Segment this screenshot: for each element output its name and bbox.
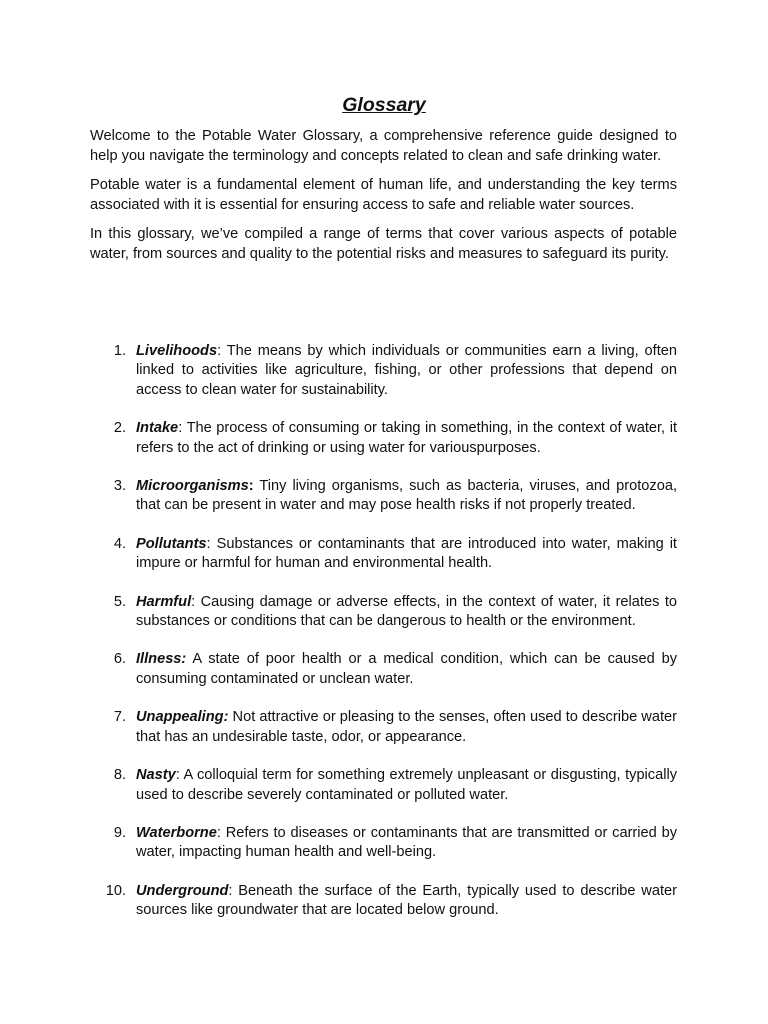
glossary-definition: Causing damage or adverse effects, in the context of water, it relates to substances or conditions that can be dangerous to health or the environment. (136, 593, 677, 630)
glossary-term: Unappealing: (136, 709, 229, 726)
glossary-definition: The process of consuming or taking in something, in the context of water, it refers to the act of drinking or using water for variouspurposes. (136, 420, 677, 456)
glossary-item (90, 650, 677, 689)
glossary-definition: Not attractive or pleasing to the senses, often used to describe water that has an undesirable taste, odor, or appearance. (136, 709, 677, 745)
glossary-definition: Refers to diseases or contaminants that are transmitted or carried by water, impacting human health and well-being. (136, 824, 677, 861)
glossary-term: Pollutants (136, 535, 207, 552)
glossary-item (90, 419, 677, 458)
glossary-definition: A state of poor health or a medical condition, which can be caused by consuming contaminated or unclean water. (136, 651, 677, 687)
glossary-definition: Substances or contaminants that are introduced into water, making it impure or harmful for human and environmental health. (136, 535, 677, 572)
page-title: Glossary (342, 94, 426, 116)
item-number: 6. (113, 651, 126, 668)
glossary-item (90, 766, 677, 805)
glossary-item (90, 593, 677, 632)
glossary-item (90, 708, 677, 747)
glossary-term: Underground (136, 882, 229, 899)
item-number: 7. (113, 709, 126, 726)
term-separator: : (217, 343, 222, 359)
term-separator: : (178, 420, 183, 437)
intro-section (90, 127, 677, 274)
term-separator: : (228, 882, 233, 899)
glossary-item (90, 342, 677, 400)
term-separator: : (216, 824, 221, 841)
intro-paragraph: Welcome to the Potable Water Glossary, a comprehensive reference guide designed to help you navigate the terminology and concepts related to clean and safe drinking water. (90, 128, 677, 164)
glossary-term: Microorganisms (136, 478, 249, 495)
item-number: 4. (113, 535, 126, 552)
glossary-definition: The means by which individuals or communities earn a living, often linked to activities like agriculture, fishing, or other professions that depend on access to clean water for sustainability. (136, 343, 677, 398)
item-number: 8. (113, 767, 126, 784)
glossary-term: Nasty (136, 767, 176, 784)
glossary-definition: A colloquial term for something extremely unpleasant or disgusting, typically used to describe severely contaminated or polluted water. (136, 767, 677, 803)
term-separator: : (248, 478, 254, 495)
item-number: 1. (113, 343, 126, 359)
glossary-term: Illness: (136, 651, 187, 668)
glossary-term: Harmful (136, 593, 192, 610)
item-number: 2. (113, 420, 126, 437)
item-number: 10. (105, 882, 126, 899)
glossary-term: Livelihoods (136, 343, 218, 359)
intro-paragraph: Potable water is a fundamental element of human life, and understanding the key terms associated with it is essential for ensuring access to safe and reliable water sources. (90, 177, 677, 213)
glossary-item (90, 535, 677, 574)
item-number: 3. (113, 478, 126, 495)
intro-paragraph: In this glossary, we’ve compiled a range of terms that cover various aspects of potable water, from sources and quality to the potential risks and measures to safeguard its purity. (90, 226, 677, 262)
glossary-term: Intake (136, 420, 179, 437)
glossary-term: Waterborne (136, 824, 217, 841)
glossary-list (90, 342, 677, 940)
glossary-item (90, 882, 677, 921)
term-separator: : (175, 767, 180, 784)
item-number: 9. (113, 824, 126, 841)
term-separator: : (206, 535, 211, 552)
term-separator: : (191, 593, 196, 610)
glossary-item (90, 477, 677, 516)
glossary-definition: Beneath the surface of the Earth, typically used to describe water sources like groundwater that are located below ground. (136, 882, 677, 919)
item-number: 5. (113, 593, 126, 610)
glossary-item (90, 824, 677, 863)
glossary-definition: Tiny living organisms, such as bacteria, viruses, and protozoa, that can be present in water and may pose health risks if not properly treated. (136, 478, 677, 514)
